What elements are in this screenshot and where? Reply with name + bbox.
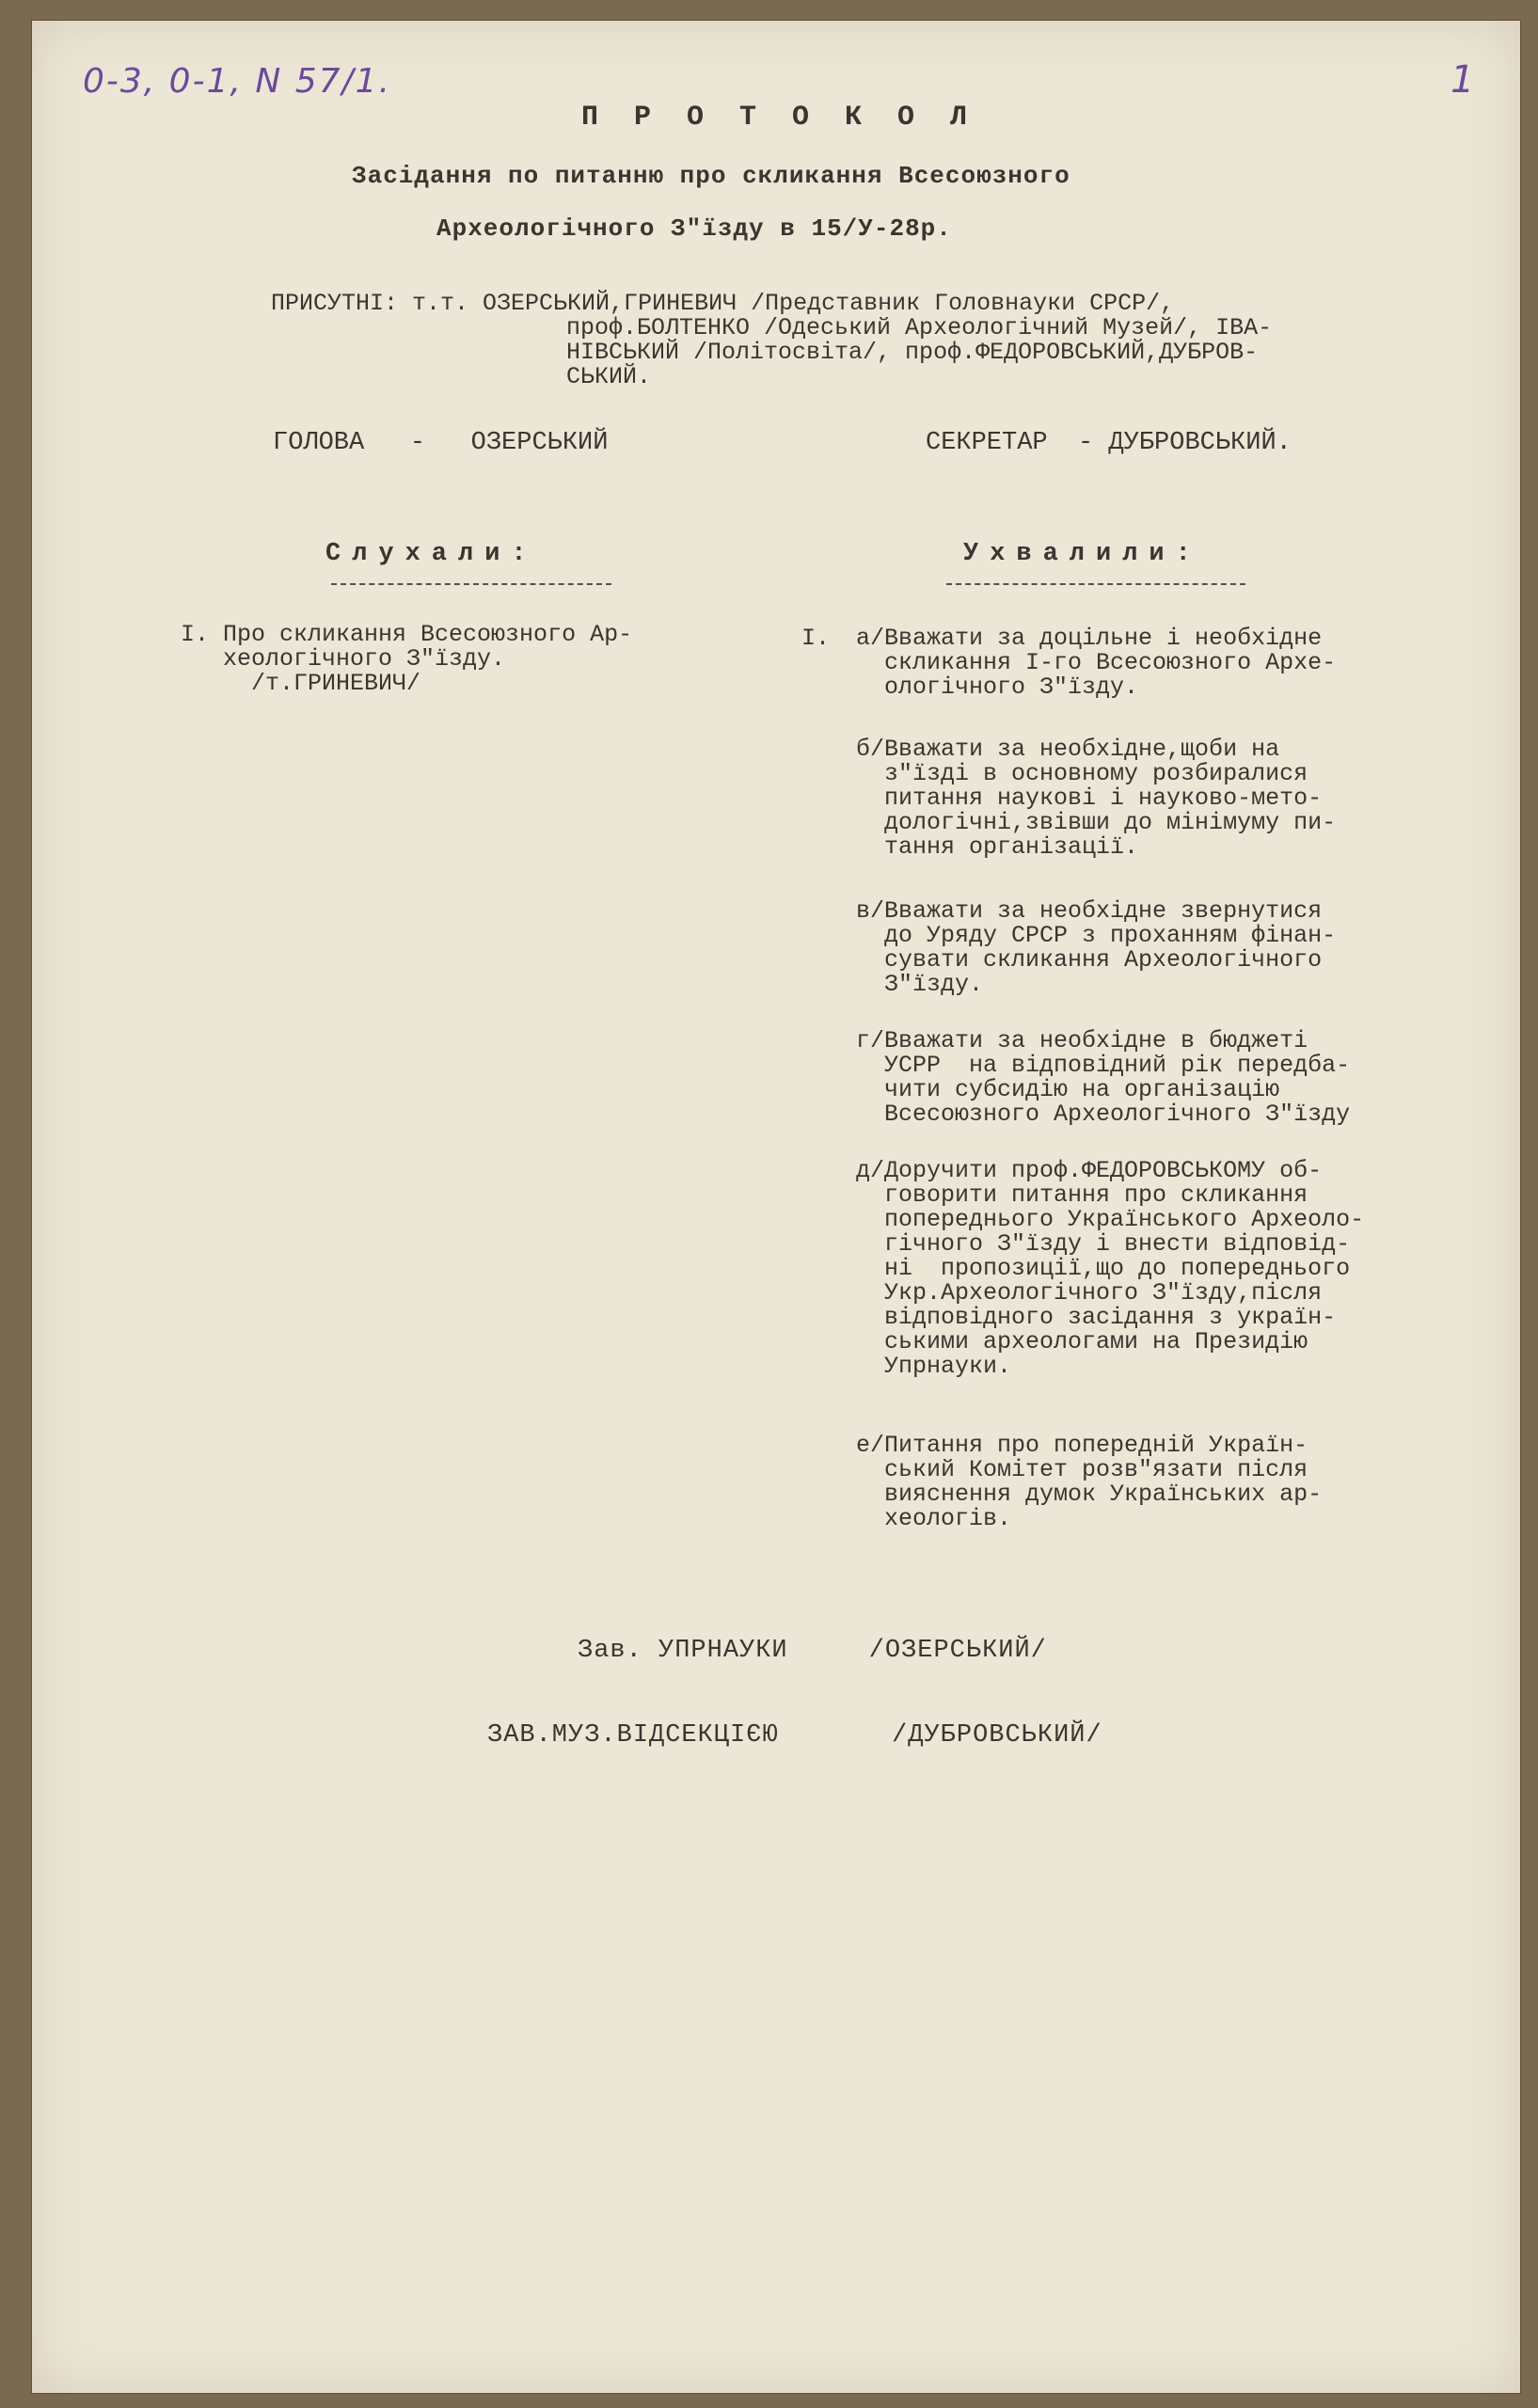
document-title: П Р О Т О К О Л <box>581 102 977 134</box>
resolution-a: а/Вважати за доцільне і необхідне скликання І-го Всесоюзного Архе- ологічного З"їзду. <box>856 625 1337 701</box>
resolved-heading-underline <box>946 583 1245 585</box>
heard-heading-underline <box>331 583 611 585</box>
document-page <box>32 21 1520 2393</box>
secretary: СЕКРЕТАР - ДУБРОВСЬКИЙ. <box>926 429 1292 457</box>
resolution-e: д/Доручити проф.ФЕДОРОВСЬКОМУ об- говорити питання про скликання попереднього Українського Археоло- гічного З"їзду і внести відповід- ні пропозиції,що до попереднього Укр.Археологічного З"їзду,після відповідного засідання з україн- ськими археологами на Президію Упрнауки. <box>856 1157 1365 1380</box>
heard-heading: Слухали: <box>325 540 538 568</box>
present-line-2: проф.БОЛТЕНКО /Одеський Археологічний Музей/, ІВА- <box>566 314 1273 341</box>
resolved-heading: Ухвалили: <box>963 540 1202 568</box>
present-line-3: НІВСЬКИЙ /Політосвіта/, проф.ФЕДОРОВСЬКИЙ,ДУБРОВ- <box>566 339 1259 366</box>
subtitle-line-1: Засідання по питанню про скликання Всесоюзного <box>352 162 1070 190</box>
resolved-number: І. <box>801 625 831 652</box>
signature-2: ЗАВ.МУЗ.ВІДСЕКЦІЄЮ /ДУБРОВСЬКИЙ/ <box>487 1721 1102 1750</box>
signature-1: Зав. УПРНАУКИ /ОЗЕРСЬКИЙ/ <box>578 1637 1047 1665</box>
resolution-b: б/Вважати за необхідне,щоби на з"їзді в основному розбиралися питання наукові і науково-мето- дологічні,звівши до мінімуму пи- тання організації. <box>856 736 1337 861</box>
present-line-1: ПРИСУТНІ: т.т. ОЗЕРСЬКИЙ,ГРИНЕВИЧ /Представник Головнауки СРСР/, <box>271 290 1175 317</box>
archive-mark: 0-3, 0-1, N 57/1. <box>83 62 392 101</box>
page-number: 1 <box>1451 58 1477 102</box>
present-line-4: СЬКИЙ. <box>566 363 652 390</box>
resolution-f: е/Питання про попередній Україн- ський Комітет розв"язати після вияснення думок Українських ар- хеологів. <box>856 1432 1323 1532</box>
subtitle-line-2: Археологічного З"їзду в 15/У-28р. <box>436 214 952 243</box>
heard-item: І. Про скликання Всесоюзного Ар- хеологічного З"їзду. /т.ГРИНЕВИЧ/ <box>181 621 633 697</box>
resolution-d: г/Вважати за необхідне в бюджеті УСРР на відповідний рік передба- чити субсидію на організацію Всесоюзного Археологічного З"їзду <box>856 1027 1351 1128</box>
chair: ГОЛОВА - ОЗЕРСЬКИЙ <box>273 429 609 457</box>
resolution-c: в/Вважати за необхідне звернутися до Уряду СРСР з проханням фінан- сувати скликання Археологічного З"їзду. <box>856 897 1337 998</box>
